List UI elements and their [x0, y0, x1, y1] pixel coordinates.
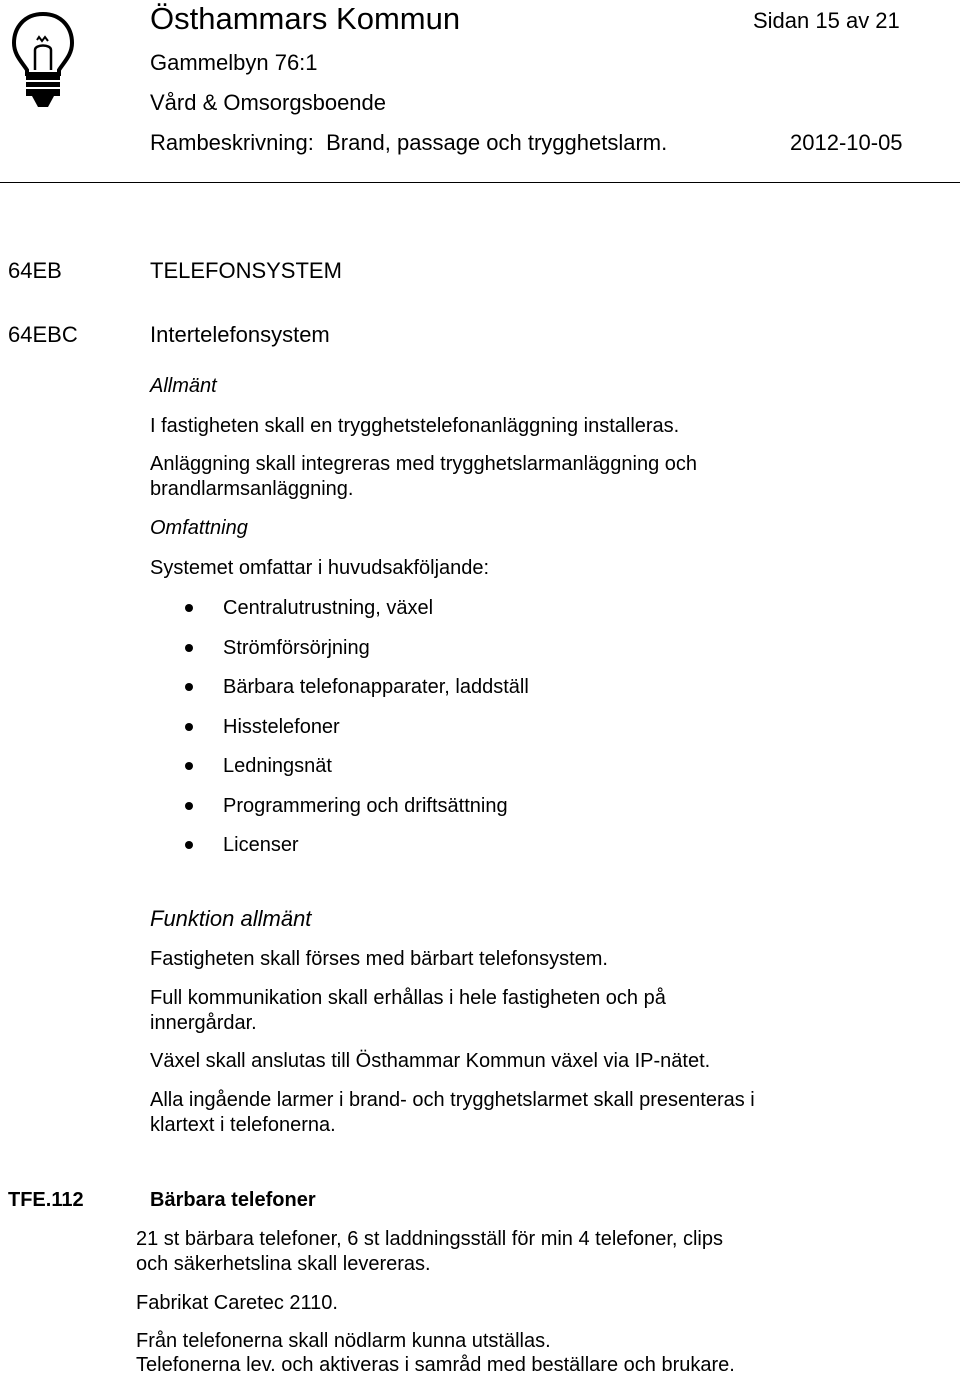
bullet-icon — [185, 683, 193, 691]
list-item: Programmering och driftsättning — [223, 795, 508, 817]
tfe-paragraph-3-line-1: Från telefonerna skall nödlarm kunna utställas. — [136, 1330, 551, 1352]
funktion-paragraph-2-line-1: Full kommunikation skall erhållas i hele fastigheten och på — [150, 987, 666, 1009]
bullet-icon — [185, 802, 193, 810]
section-title-intertelefonsystem: Intertelefonsystem — [150, 322, 330, 347]
list-item: Hisstelefoner — [223, 716, 340, 738]
tfe-paragraph-1-line-1: 21 st bärbara telefoner, 6 st laddningsställ för min 4 telefoner, clips — [136, 1228, 724, 1250]
funktion-paragraph-4-line-2: klartext i telefonerna. — [150, 1114, 336, 1136]
list-item: Centralutrustning, växel — [223, 597, 434, 619]
section-code-64ebc: 64EBC — [8, 322, 78, 347]
funktion-heading: Funktion allmänt — [150, 906, 312, 931]
header-divider — [0, 182, 960, 183]
tfe-paragraph-2: Fabrikat Caretec 2110. — [136, 1292, 338, 1314]
funktion-paragraph-2-line-2: innergårdar. — [150, 1012, 257, 1034]
tfe-paragraph-1-line-2: och säkerhetslina skall levereras. — [136, 1253, 431, 1275]
tfe-paragraph-3-line-2: Telefonerna lev. och aktiveras i samråd med beställare och brukare. — [136, 1354, 735, 1376]
bullet-icon — [185, 723, 193, 731]
document-date: 2012-10-05 — [790, 130, 903, 155]
funktion-paragraph-4-line-1: Alla ingående larmer i brand- och trygghetslarmet skall presenteras i — [150, 1089, 755, 1111]
allmant-heading: Allmänt — [150, 375, 217, 397]
section-code-64eb: 64EB — [8, 258, 62, 283]
section-title-telefonsystem: TELEFONSYSTEM — [150, 258, 342, 283]
allmant-line-1: I fastigheten skall en trygghetstelefonanläggning installeras. — [150, 415, 680, 437]
bullet-icon — [185, 762, 193, 770]
list-item: Bärbara telefonapparater, laddställ — [223, 676, 529, 698]
allmant-line-2: Anläggning skall integreras med trygghetslarmanläggning och — [150, 453, 697, 475]
list-item: Ledningsnät — [223, 755, 332, 777]
omfattning-intro: Systemet omfattar i huvudsakföljande: — [150, 557, 490, 579]
tfe-title: Bärbara telefoner — [150, 1189, 316, 1211]
document-description: Rambeskrivning: Brand, passage och trygghetslarm. — [150, 130, 668, 155]
tfe-code: TFE.112 — [8, 1189, 84, 1211]
property-designation: Gammelbyn 76:1 — [150, 50, 318, 75]
bullet-icon — [185, 644, 193, 652]
funktion-paragraph-1: Fastigheten skall förses med bärbart telefonsystem. — [150, 948, 608, 970]
list-item: Licenser — [223, 834, 299, 856]
bullet-icon — [185, 841, 193, 849]
omfattning-heading: Omfattning — [150, 517, 248, 539]
light-bulb-logo-icon — [8, 10, 78, 110]
municipality-name: Östhammars Kommun — [150, 1, 461, 36]
bullet-icon — [185, 604, 193, 612]
allmant-line-3: brandlarmsanläggning. — [150, 478, 354, 500]
facility-name: Vård & Omsorgsboende — [150, 90, 387, 115]
funktion-paragraph-3: Växel skall anslutas till Östhammar Kommun växel via IP-nätet. — [150, 1050, 711, 1072]
list-item: Strömförsörjning — [223, 637, 370, 659]
page-indicator: Sidan 15 av 21 — [753, 8, 900, 33]
